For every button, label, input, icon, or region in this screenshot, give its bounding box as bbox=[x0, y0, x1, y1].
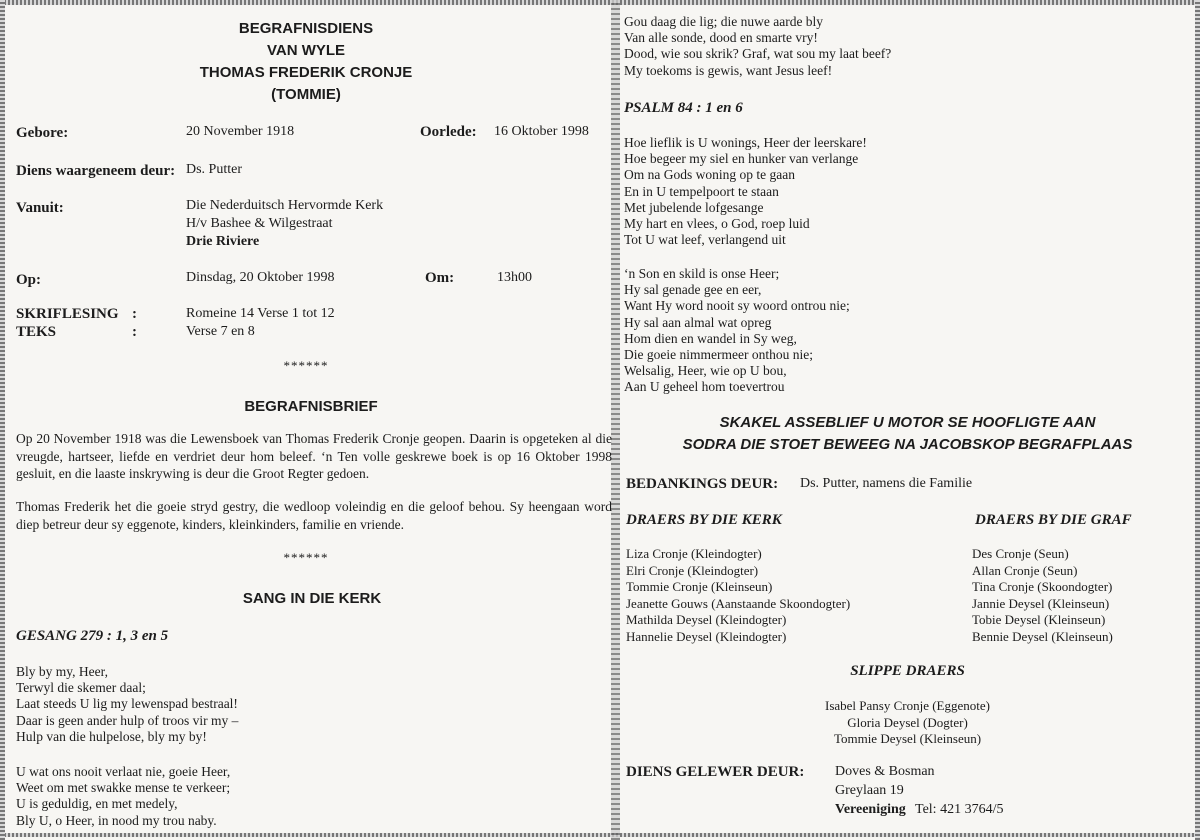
verse-line: My toekoms is gewis, want Jesus leef! bbox=[624, 62, 833, 78]
list-item: Tobie Deysel (Kleinseun) bbox=[972, 612, 1106, 627]
separator-stars-2: ****** bbox=[283, 550, 329, 565]
list-item: Isabel Pansy Cronje (Eggenote) bbox=[825, 698, 990, 713]
list-item: Liza Cronje (Kleindogter) bbox=[626, 546, 762, 561]
list-item: Jeanette Gouws (Aanstaande Skoondogter) bbox=[626, 595, 851, 611]
verse-line: Hom dien en wandel in Sy weg, bbox=[624, 330, 797, 346]
gebore-value: 20 November 1918 bbox=[186, 124, 295, 139]
om-value: 13h00 bbox=[497, 270, 532, 285]
verse-line: Dood, wie sou skrik? Graf, wat sou my laat beef? bbox=[624, 46, 892, 62]
teks-label: TEKS bbox=[16, 324, 57, 340]
headlights-notice-line-1: SKAKEL ASSEBLIEF U MOTOR SE HOOFLIGTE AAN bbox=[719, 414, 1096, 431]
vanuit-line-3: Drie Riviere bbox=[186, 234, 260, 249]
page-edge-top bbox=[0, 0, 1200, 5]
gebore-label: Gebore: bbox=[16, 125, 69, 141]
brief-heading: BEGRAFNISBRIEF bbox=[244, 398, 378, 415]
title-line-3: THOMAS FREDERIK CRONJE bbox=[199, 64, 413, 81]
gesang-verse-1 bbox=[16, 664, 238, 745]
gelewer-label: DIENS GELEWER DEUR: bbox=[626, 764, 805, 780]
brief-paragraph-1: Op 20 November 1918 was die Lewensboek van Thomas Frederik Cronje geopen. Daarin is opgeteken al die vreugde, hartseer, liefde en verdriet deur hom beleef. ‘n Ten volle geskrewe boek is op 16 Oktober 1998 gesluit, en die laaste inskrywing is deur die Groot Regter gedoen. bbox=[16, 431, 612, 481]
verse-line: Om na Gods woning op te gaan bbox=[624, 167, 795, 183]
list-item: Elri Cronje (Kleindogter) bbox=[626, 562, 759, 578]
list-item: Mathilda Deysel (Kleindogter) bbox=[626, 612, 787, 627]
gesang-verse-2 bbox=[16, 764, 230, 829]
skriflesing-value: Romeine 14 Verse 1 tot 12 bbox=[186, 306, 335, 321]
vanuit-label: Vanuit: bbox=[16, 200, 64, 216]
diens-label: Diens waargeneem deur: bbox=[16, 163, 176, 179]
center-fold bbox=[611, 0, 620, 840]
psalm-verse-1 bbox=[624, 135, 867, 248]
gesang-heading: GESANG 279 : 1, 3 en 5 bbox=[16, 628, 169, 644]
gelewer-tel: Tel: 421 3764/5 bbox=[915, 802, 1004, 817]
gesang-verse-3 bbox=[624, 14, 891, 79]
verse-line: Laat steeds U lig my lewenspad bestraal! bbox=[16, 696, 238, 712]
separator-stars-1: ****** bbox=[283, 358, 329, 373]
verse-line: Die goeie nimmermeer onthou nie; bbox=[624, 347, 813, 363]
headlights-notice-line-2: SODRA DIE STOET BEWEEG NA JACOBSKOP BEGRAFPLAAS bbox=[682, 436, 1133, 453]
verse-line: ‘n Son en skild is onse Heer; bbox=[624, 266, 780, 281]
slippe-heading: SLIPPE DRAERS bbox=[850, 663, 965, 679]
verse-line: Gou daag die lig; die nuwe aarde bly bbox=[624, 14, 824, 29]
verse-line: My hart en vlees, o God, roep luid bbox=[624, 216, 810, 232]
page-edge-left bbox=[0, 0, 5, 840]
op-value: Dinsdag, 20 Oktober 1998 bbox=[186, 270, 335, 285]
skriflesing-colon: : bbox=[132, 306, 137, 322]
draers-graf-heading: DRAERS BY DIE GRAF bbox=[975, 512, 1132, 528]
draers-kerk-heading: DRAERS BY DIE KERK bbox=[626, 512, 782, 528]
verse-line: Van alle sonde, dood en smarte vry! bbox=[624, 30, 818, 46]
draers-graf-list bbox=[972, 546, 1113, 645]
list-item: Allan Cronje (Seun) bbox=[972, 562, 1078, 578]
verse-line: Tot U wat leef, verlangend uit bbox=[624, 232, 786, 248]
gelewer-city: Vereeniging bbox=[835, 802, 906, 817]
sang-heading: SANG IN DIE KERK bbox=[242, 590, 382, 607]
bedankings-value: Ds. Putter, namens die Familie bbox=[800, 476, 973, 491]
verse-line: Weet om met swakke mense te verkeer; bbox=[16, 780, 231, 796]
oorlede-label: Oorlede: bbox=[420, 124, 477, 140]
verse-line: Hoe begeer my siel en hunker van verlange bbox=[624, 151, 859, 167]
verse-line: Daar is geen ander hulp of troos vir my – bbox=[16, 712, 239, 728]
brief-paragraph-2: Thomas Frederik het die goeie stryd gestry, die wedloop voleindig en die geloof behou. Sy heengaan word diep betreur deur sy eggenote, kinders, kleinkinders, familie en vriende. bbox=[16, 499, 612, 532]
bedankings-label: BEDANKINGS DEUR: bbox=[626, 476, 779, 492]
verse-line: U wat ons nooit verlaat nie, goeie Heer, bbox=[16, 764, 231, 779]
verse-line: U is geduldig, en met medely, bbox=[16, 796, 178, 812]
list-item: Tommie Deysel (Kleinseun) bbox=[833, 731, 982, 746]
page-edge-bottom bbox=[0, 833, 1200, 837]
verse-line: Hy sal aan almal wat opreg bbox=[624, 314, 772, 330]
gelewer-street: Greylaan 19 bbox=[835, 783, 904, 798]
verse-line: Welsalig, Heer, wie op U bou, bbox=[624, 363, 787, 379]
vanuit-line-1: Die Nederduitsch Hervormde Kerk bbox=[186, 198, 384, 213]
verse-line: Aan U geheel hom toevertrou bbox=[624, 379, 785, 395]
psalm-heading: PSALM 84 : 1 en 6 bbox=[624, 100, 743, 116]
om-label: Om: bbox=[425, 270, 455, 286]
psalm-verse-2 bbox=[624, 266, 850, 396]
title-line-4: (TOMMIE) bbox=[271, 86, 341, 103]
diens-value: Ds. Putter bbox=[186, 162, 242, 177]
verse-line: Bly by my, Heer, bbox=[16, 664, 108, 679]
list-item: Hannelie Deysel (Kleindogter) bbox=[626, 628, 787, 644]
teks-colon: : bbox=[132, 324, 137, 340]
title-line-2: VAN WYLE bbox=[266, 42, 346, 59]
slippe-list bbox=[620, 698, 1195, 748]
oorlede-value: 16 Oktober 1998 bbox=[494, 124, 589, 139]
verse-line: Want Hy word nooit sy woord ontrou nie; bbox=[624, 298, 850, 314]
gelewer-name: Doves & Bosman bbox=[835, 764, 935, 779]
verse-line: Terwyl die skemer daal; bbox=[16, 680, 146, 696]
page-edge-right bbox=[1195, 0, 1200, 840]
list-item: Gloria Deysel (Dogter) bbox=[847, 714, 968, 730]
verse-line: En in U tempelpoort te staan bbox=[624, 183, 779, 199]
verse-line: Bly U, o Heer, in nood my trou naby. bbox=[16, 812, 217, 828]
verse-line: Met jubelende lofgesange bbox=[624, 199, 764, 215]
list-item: Des Cronje (Seun) bbox=[972, 546, 1069, 561]
verse-line: Hy sal genade gee en eer, bbox=[624, 282, 762, 298]
list-item: Bennie Deysel (Kleinseun) bbox=[972, 628, 1113, 644]
verse-line: Hulp van die hulpelose, bly my by! bbox=[16, 728, 207, 744]
verse-line: Hoe lieflik is U wonings, Heer der leerskare! bbox=[624, 135, 867, 150]
teks-value: Verse 7 en 8 bbox=[186, 324, 255, 339]
vanuit-line-2: H/v Bashee & Wilgestraat bbox=[186, 216, 333, 231]
list-item: Tina Cronje (Skoondogter) bbox=[972, 579, 1113, 594]
list-item: Jannie Deysel (Kleinseun) bbox=[972, 595, 1110, 611]
title-line-1: BEGRAFNISDIENS bbox=[238, 20, 374, 37]
draers-kerk-list bbox=[626, 546, 850, 645]
list-item: Tommie Cronje (Kleinseun) bbox=[626, 579, 773, 594]
op-label: Op: bbox=[16, 272, 42, 288]
skriflesing-label: SKRIFLESING bbox=[16, 306, 119, 322]
